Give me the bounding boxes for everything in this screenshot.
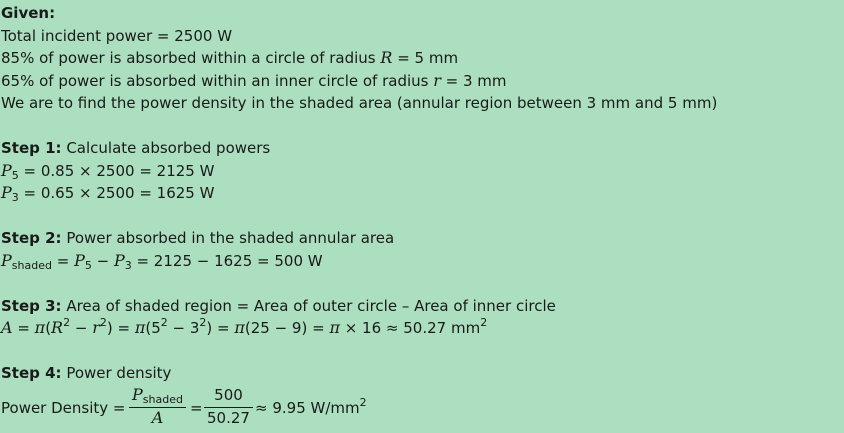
given-outer-circle: 85% of power is absorbed within a circle of radius R = 5 mm [1,48,459,67]
given-total-power: Total incident power = 2500 W [1,26,233,45]
spacer [1,272,844,295]
step3-equation: $A = \pi(R^2 - r^2) = \pi(5^2 - 3^2) = \pi(25 - 9) = \pi \times 16 \approx 50.27$ $mm^2$ [1,316,488,337]
fraction-numerator: $P_{shaded}$ [132,384,183,406]
step4-equation [1,385,844,433]
spacer [1,115,844,138]
power-density-result: ≈ 9.95 $W/mm^2$ [255,395,367,417]
step2-title: Step 2: Power absorbed in the shaded annular area [1,229,395,247]
spacer [1,340,844,363]
fraction-denominator: A [129,407,186,428]
given-inner-circle: 65% of power is absorbed within an inner circle of radius r = 3 mm [1,70,507,90]
step3-title: Step 3: Area of shaded region = Area of outer circle – Area of inner circle [1,296,556,315]
step1-p5-equation: $P_5 = 0.85 \times 2500 = 2125$ W [1,160,215,182]
step2-equation: $P_{shaded} = P_5 - P_3 = 2125 - 1625 = 500$ W [1,250,323,272]
step1-title: Step 1: Calculate absorbed powers [1,139,271,157]
fraction-denominator: 50.27 [204,407,253,428]
equals-sign: = [190,398,203,417]
given-goal: We are to find the power density in the shaded area (annular region between 3 mm and 5 mm) [1,94,718,112]
spacer [1,205,844,228]
fraction-symbolic [129,385,186,428]
given-heading: Given: [1,4,56,22]
step4-title: Step 4: Power density [1,364,172,382]
step1-p3-equation: $P_3 = 0.65 \times 2500 = 1625$ W [1,183,215,204]
fraction-numeric [204,385,253,428]
power-density-label: Power Density = [1,398,126,417]
fraction-numerator: 500 [214,385,243,404]
